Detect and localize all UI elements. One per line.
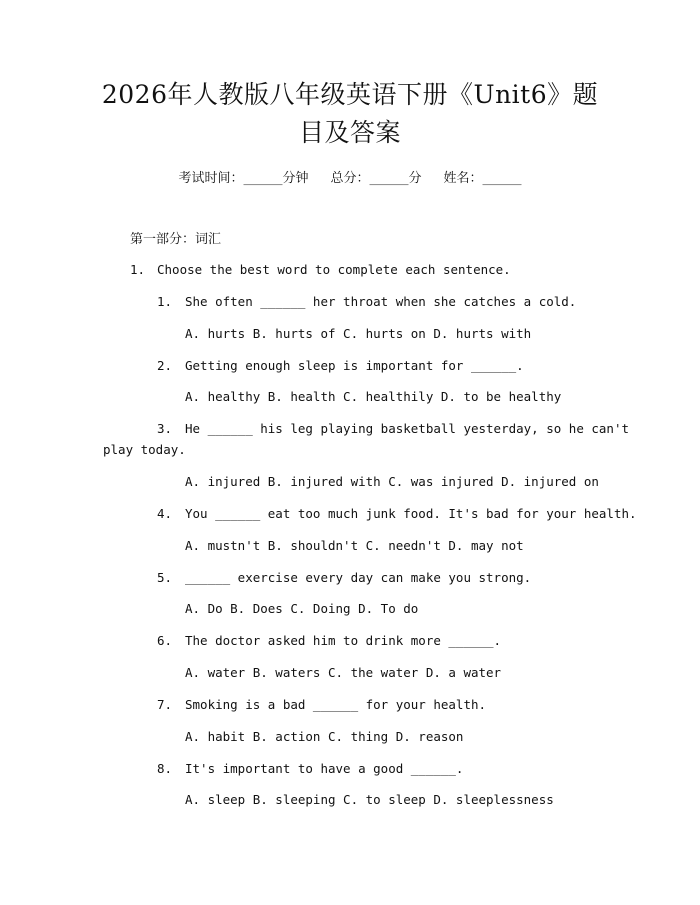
question-text: ______ exercise every day can make you strong. <box>185 570 532 585</box>
question-options: A. Do B. Does C. Doing D. To do <box>185 601 419 616</box>
question-text: Smoking is a bad ______ for your health. <box>185 697 487 712</box>
question-text: He ______ his leg playing basketball yesterday, so he can't <box>185 421 630 436</box>
question-text: Getting enough sleep is important for ______. <box>185 358 524 373</box>
question-text: She often ______ her throat when she catches a cold. <box>185 294 577 309</box>
instruction-number: 1. <box>130 262 146 277</box>
document-title <box>80 76 620 152</box>
student-name: 姓名：______ <box>443 171 522 186</box>
question-number: 8. <box>157 761 173 776</box>
exam-meta <box>0 167 700 186</box>
question-number: 6. <box>157 633 173 648</box>
title-line-2: 目及答案 <box>298 118 401 147</box>
question-options: A. water B. waters C. the water D. a water <box>185 665 502 680</box>
section-heading: 第一部分：词汇 <box>130 232 222 247</box>
question-options: A. habit B. action C. thing D. reason <box>185 729 464 744</box>
question-text: You ______ eat too much junk food. It's bad for your health. <box>185 506 637 521</box>
question-number: 4. <box>157 506 173 521</box>
question-options: A. healthy B. health C. healthily D. to be healthy <box>185 389 562 404</box>
title-line-1: 2026年人教版八年级英语下册《Unit6》题 <box>101 80 599 109</box>
question-number: 3. <box>157 421 173 436</box>
exam-score: 总分：______分 <box>330 171 422 186</box>
exam-time: 考试时间：______分钟 <box>178 171 309 186</box>
question-options: A. injured B. injured with C. was injured D. injured on <box>185 474 599 489</box>
question-text: It's important to have a good ______. <box>185 761 464 776</box>
question-options: A. hurts B. hurts of C. hurts on D. hurts with <box>185 326 532 341</box>
question-number: 7. <box>157 697 173 712</box>
question-text: The doctor asked him to drink more ______. <box>185 633 502 648</box>
question-number: 2. <box>157 358 173 373</box>
question-text-continued: play today. <box>103 442 186 457</box>
instruction-text: Choose the best word to complete each sentence. <box>157 262 511 277</box>
question-options: A. sleep B. sleeping C. to sleep D. sleeplessness <box>185 792 554 807</box>
question-number: 1. <box>157 294 173 309</box>
question-options: A. mustn't B. shouldn't C. needn't D. may not <box>185 538 524 553</box>
question-number: 5. <box>157 570 173 585</box>
